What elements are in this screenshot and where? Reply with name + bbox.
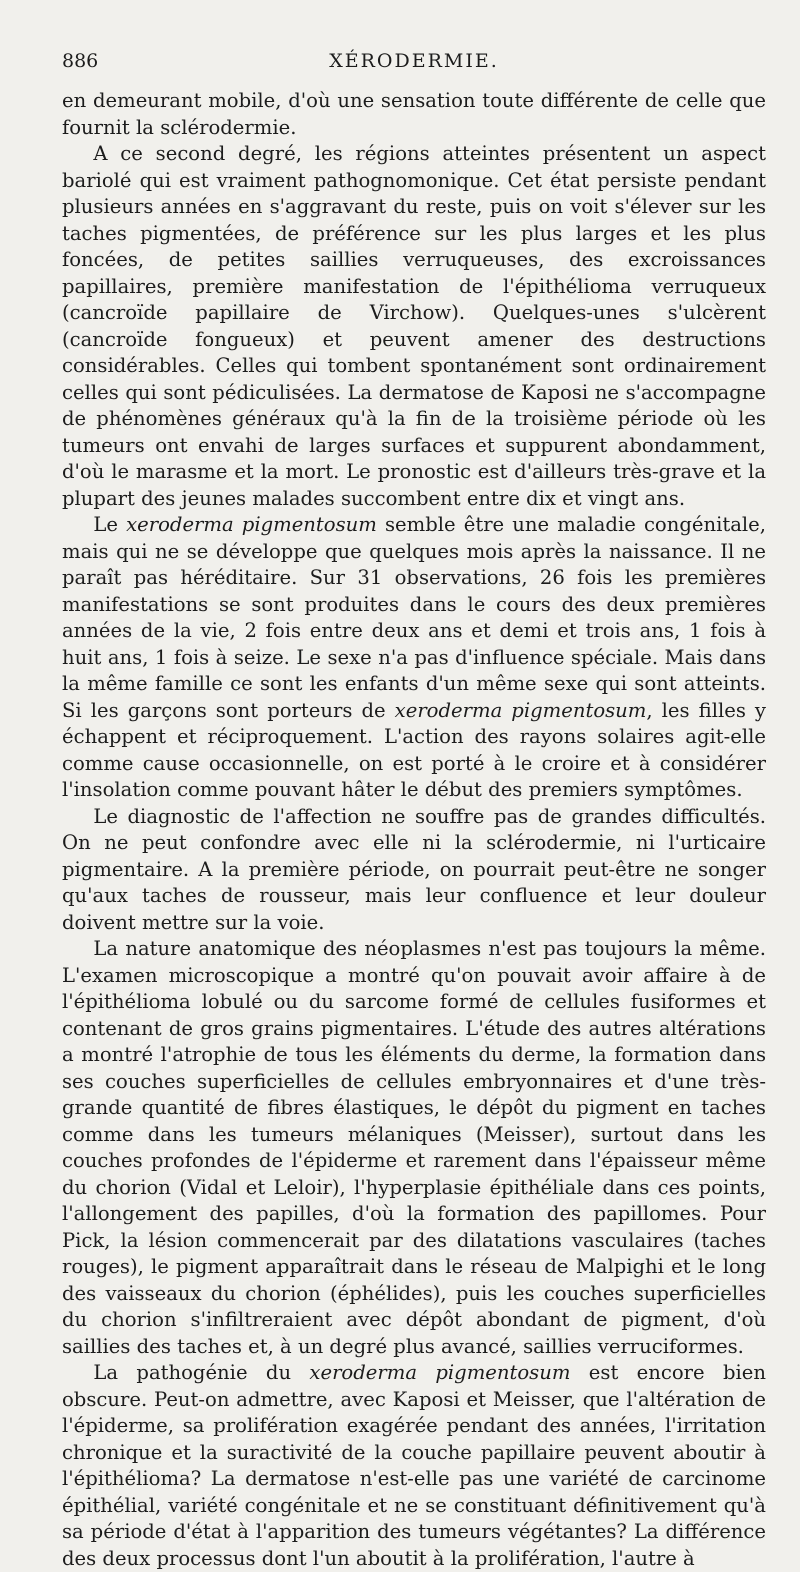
paragraph [62, 141, 766, 512]
text-segment: en demeurant mobile, d'où une sensation toute différente de celle que fournit la sclérodermie. [62, 89, 766, 139]
paragraph [62, 88, 766, 141]
text-segment: est encore bien obscure. Peut-on admettre, avec Kaposi et Meisser, que l'altération de l'épiderme, sa prolifération exagérée pendant des années, l'irritation chronique et la suractivité de la couche papillaire peuvent aboutir à l'épithélioma? La dermatose n'est-elle pas une variété de carcinome épithélial, variété congénitale et ne se constituant définitivement qu'à sa période d'état à l'apparition des tumeurs végétantes? La différence des deux processus dont l'un aboutit à la prolifération, l'autre à [62, 1361, 766, 1570]
italic-term: xeroderma pigmentosum [309, 1361, 571, 1384]
text-segment: , les filles y échappent et réciproquement. L'action des rayons solaires agit-elle comme cause occasionnelle, on est porté à le croire et à considérer l'insolation comme pouvant hâter le début des premiers symptômes. [62, 698, 767, 801]
text-segment: La pathogénie du [93, 1361, 310, 1384]
paragraph [62, 936, 766, 1360]
text-segment: semble être une maladie congénitale, mais qui ne se développe que quelques mois après la naissance. Il ne paraît pas héréditaire. Sur 31 observations, 26 fois les premières manifestations se sont produites dans le cours des deux premières années de la vie, 2 fois entre deux ans et demi et trois ans, 1 fois à huit ans, 1 fois à seize. Le sexe n'a pas d'influence spéciale. Mais dans la même famille ce sont les enfants d'un même sexe qui sont atteints. Si les garçons sont porteurs de [62, 513, 767, 722]
page-header [62, 50, 766, 84]
body-text [62, 88, 766, 1572]
text-segment: A ce second degré, les régions atteintes présentent un aspect bariolé qui est vraiment pathognomonique. Cet état persiste pendant plusieurs années en s'aggravant du reste, puis on voit s'élever sur les taches pigmentées, de préférence sur les plus larges et les plus foncées, de petites saillies verruqueuses, des excroissances papillaires, première manifestation de l'épithélioma verruqueux (cancroïde papillaire de Virchow). Quelques-unes s'ulcèrent (cancroïde fongueux) et peuvent amener des destructions considérables. Celles qui tombent spontanément sont ordinairement celles qui sont pédiculisées. La dermatose de Kaposi ne s'accompagne de phénomènes généraux qu'à la fin de la troisième période où les tumeurs ont envahi de larges surfaces et suppurent abondamment, d'où le marasme et la mort. Le pronostic est d'ailleurs très-grave et la plupart des jeunes malades succombent entre dix et vingt ans. [62, 142, 766, 510]
paragraph [62, 1360, 766, 1572]
paragraph [62, 512, 766, 804]
text-segment: La nature anatomique des néoplasmes n'est pas toujours la même. L'examen microscopique a montré qu'on pouvait avoir affaire à de l'épithélioma lobulé ou du sarcome formé de cellules fusiformes et contenant de gros grains pigmentaires. L'étude des autres altérations a montré l'atrophie de tous les éléments du derme, la formation dans ses couches superficielles de cellules embryonnaires et d'une très-grande quantité de fibres élastiques, le dépôt du pigment en taches comme dans les tumeurs mélaniques (Meisser), surtout dans les couches profondes de l'épiderme et rarement dans l'épaisseur même du chorion (Vidal et Leloir), l'hyperplasie épithéliale dans ces points, l'allongement des papilles, d'où la formation des papillomes. Pour Pick, la lésion commencerait par des dilatations vasculaires (taches rouges), le pigment apparaîtrait dans le réseau de Malpighi et le long des vaisseaux du chorion (éphélides), puis les couches superficielles du chorion s'infiltreraient avec dépôt abondant de pigment, d'où saillies des taches et, à un degré plus avancé, saillies verruciformes. [62, 937, 766, 1358]
italic-term: xeroderma pigmentosum [126, 513, 377, 536]
running-title: XÉRODERMIE. [329, 50, 499, 72]
paragraph [62, 804, 766, 937]
page-number: 886 [62, 50, 99, 72]
text-segment: Le [93, 513, 127, 536]
text-segment: Le diagnostic de l'affection ne souffre pas de grandes difficultés. On ne peut confondre avec elle ni la sclérodermie, ni l'urticaire pigmentaire. A la première période, on pourrait peut-être ne songer qu'aux taches de rousseur, mais leur confluence et leur douleur doivent mettre sur la voie. [62, 804, 766, 934]
italic-term: xeroderma pigmentosum [394, 698, 647, 722]
